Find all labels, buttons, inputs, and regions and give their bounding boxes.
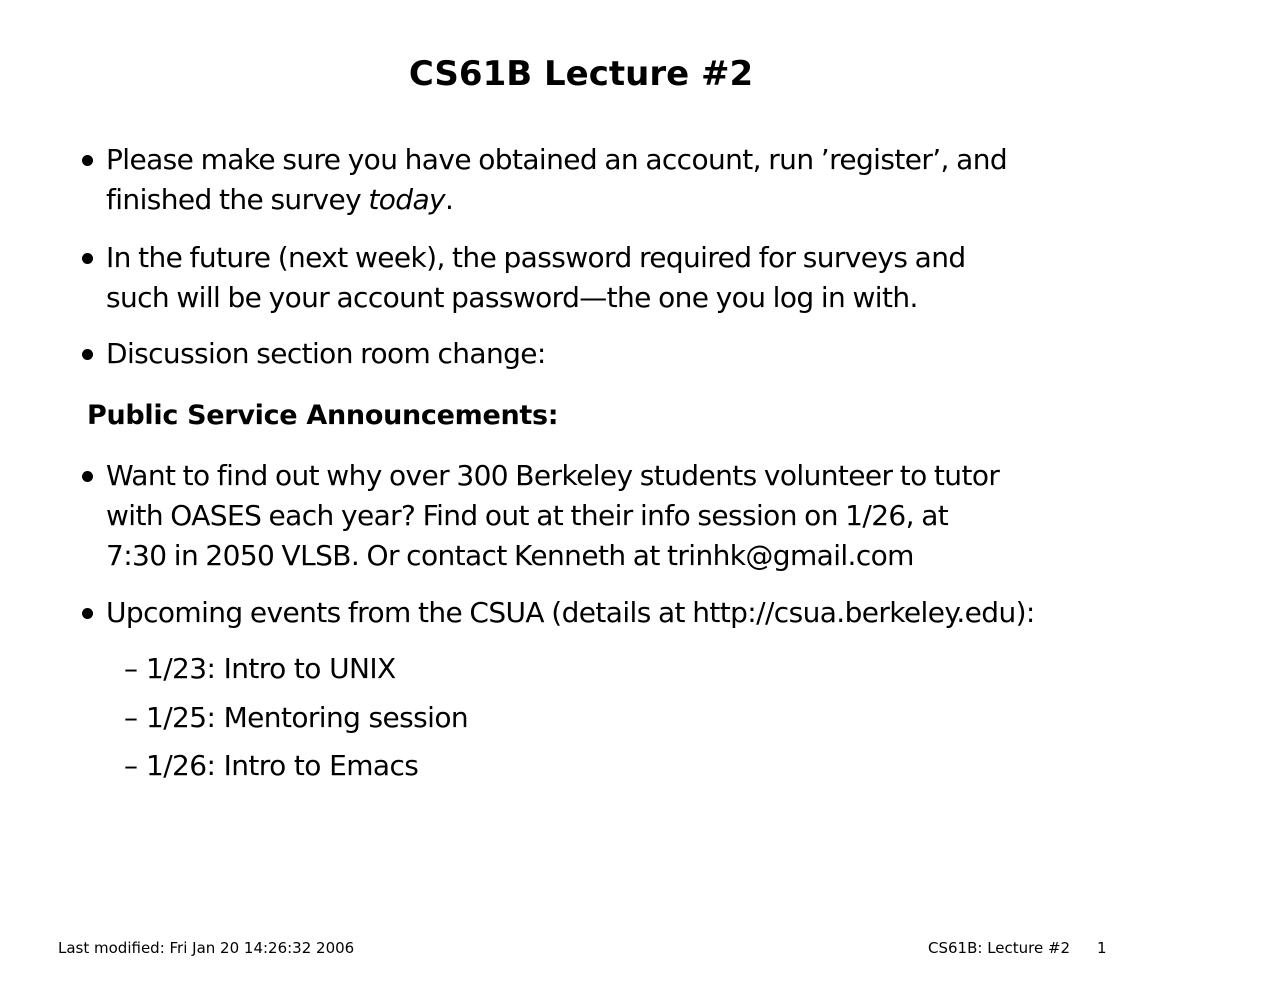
dash-marker: – — [124, 701, 138, 734]
bullet-csua-events — [106, 593, 1206, 633]
bullet-line: Discussion section room change: — [106, 337, 546, 370]
footer-slide-label: CS61B: Lecture #2 — [928, 939, 1071, 957]
event-item — [124, 649, 396, 689]
bullet-dot-icon — [82, 608, 93, 619]
bullet-line: Please make sure you have obtained an account, run ’register’, and — [106, 143, 1008, 176]
event-text: 1/25: Mentoring session — [146, 701, 469, 734]
bullet-line: Want to find out why over 300 Berkeley students volunteer to tutor — [106, 459, 1000, 492]
bullet-line: such will be your account password—the one you log in with. — [106, 281, 918, 314]
bullet-line: In the future (next week), the password required for surveys and — [106, 241, 966, 274]
emphasis-today: today — [368, 183, 445, 216]
dash-marker: – — [124, 749, 138, 782]
bullet-text: . — [445, 183, 454, 216]
event-text: 1/23: Intro to UNIX — [146, 652, 396, 685]
page-title: CS61B Lecture #2 — [408, 54, 754, 94]
bullet-oases — [106, 456, 1206, 576]
section-heading-psa: Public Service Announcements: — [87, 400, 559, 431]
bullet-dot-icon — [82, 349, 93, 360]
event-text: 1/26: Intro to Emacs — [146, 749, 419, 782]
event-item — [124, 746, 419, 786]
bullet-dot-icon — [82, 253, 93, 264]
bullet-dot-icon — [82, 155, 93, 166]
footer-last-modified: Last modified: Fri Jan 20 14:26:32 2006 — [58, 939, 355, 957]
dash-marker: – — [124, 652, 138, 685]
bullet-text: finished the survey — [106, 183, 369, 216]
bullet-account-survey — [106, 140, 1206, 220]
bullet-room-change — [106, 334, 1206, 374]
bullet-dot-icon — [82, 471, 93, 482]
bullet-line: with OASES each year? Find out at their info session on 1/26, at — [106, 499, 949, 532]
footer-page-number: 1 — [1097, 939, 1107, 957]
bullet-line: 7:30 in 2050 VLSB. Or contact Kenneth at trinhk@gmail.com — [106, 539, 914, 572]
bullet-line: Upcoming events from the CSUA (details at http://csua.berkeley.edu): — [106, 596, 1035, 629]
event-item — [124, 698, 469, 738]
bullet-password-note — [106, 238, 1206, 318]
bullet-line — [106, 180, 1206, 220]
